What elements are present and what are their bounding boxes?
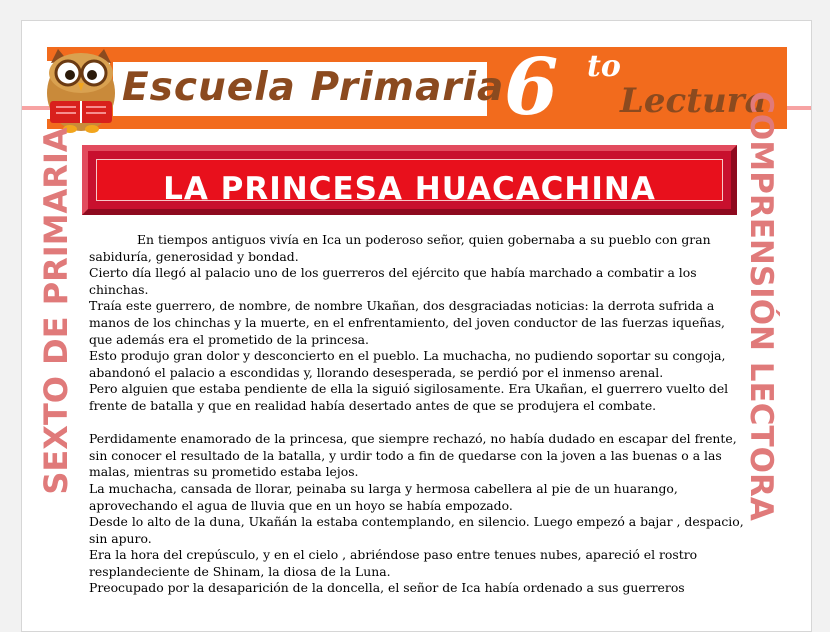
story-paragraph: Preocupado por la desaparición de la doncella, el señor de Ica había ordenado a sus guerreros bbox=[89, 580, 685, 596]
story-paragraph: La muchacha, cansada de llorar, peinaba su larga y hermosa cabellera al pie de un huarango, aprovechando el agua de lluvia que en un hoyo se había empozado. bbox=[89, 480, 678, 513]
story-paragraph: Era la hora del crepúsculo, y en el cielo , abriéndose paso entre tenues nubes, apareció el rostro resplandeciente de Shinam, la diosa de la Luna. bbox=[89, 547, 698, 579]
story-paragraph: En tiempos antiguos vivía en Ica un poderoso señor, quien gobernaba a su pueblo con gran sabiduría, generosidad y bondad. bbox=[89, 232, 711, 264]
story-title-inner bbox=[96, 159, 723, 207]
topic-side-label: COMPRENSIÓN LECTORA bbox=[743, 91, 779, 521]
grade-subject: Lectura bbox=[620, 81, 767, 121]
story-body bbox=[89, 232, 744, 597]
story-paragraph: Desde lo alto de la duna, Ukañán la estaba contemplando, en silencio. Luego empezó a bajar , despacio, sin apuro. bbox=[89, 514, 744, 546]
grade-side-label: SEXTO DE PRIMARIA bbox=[37, 127, 75, 495]
story-title: LA PRINCESA HUACACHINA bbox=[163, 171, 656, 207]
side-label-right bbox=[740, 91, 782, 521]
document-page bbox=[21, 20, 812, 632]
owl-mascot-icon bbox=[36, 41, 126, 136]
story-paragraph: Esto produjo gran dolor y desconcierto en el pueblo. La muchacha, no pudiendo soportar su congoja, abandonó el palacio a escondidas y, llorando desesperada, se perdió por el inmenso arenal. bbox=[89, 348, 726, 380]
story-paragraph: Perdidamente enamorado de la princesa, que siempre rechazó, no había dudado en escapar del frente, sin conocer el resultado de la batalla, y urdir todo a fin de quedarse con la joven a las buenas o a las malas, mientras su prometido estaba lejos. bbox=[89, 431, 737, 480]
grade-suffix: to bbox=[587, 49, 621, 84]
school-title: Escuela Primaria bbox=[122, 65, 505, 110]
story-paragraph: Cierto día llegó al palacio uno de los guerreros del ejército que había marchado a combatir a los chinchas. bbox=[89, 265, 697, 297]
story-title-box bbox=[82, 145, 737, 215]
grade-number: 6 bbox=[504, 42, 559, 133]
story-paragraph: Pero alguien que estaba pendiente de ella la siguió sigilosamente. Era Ukañan, el guerrero vuelto del frente de batalla y que en realidad había desertado antes de que se produjera el combate. bbox=[89, 381, 729, 413]
story-paragraph: Traía este guerrero, de nombre, de nombre Ukañan, dos desgraciadas noticias: la derrota sufrida a manos de los chinchas y la muerte, en el enfrentamiento, del joven conductor de las fuerzas iqueñas, que además era el prometido de la princesa. bbox=[89, 298, 726, 347]
side-label-left bbox=[36, 127, 76, 495]
